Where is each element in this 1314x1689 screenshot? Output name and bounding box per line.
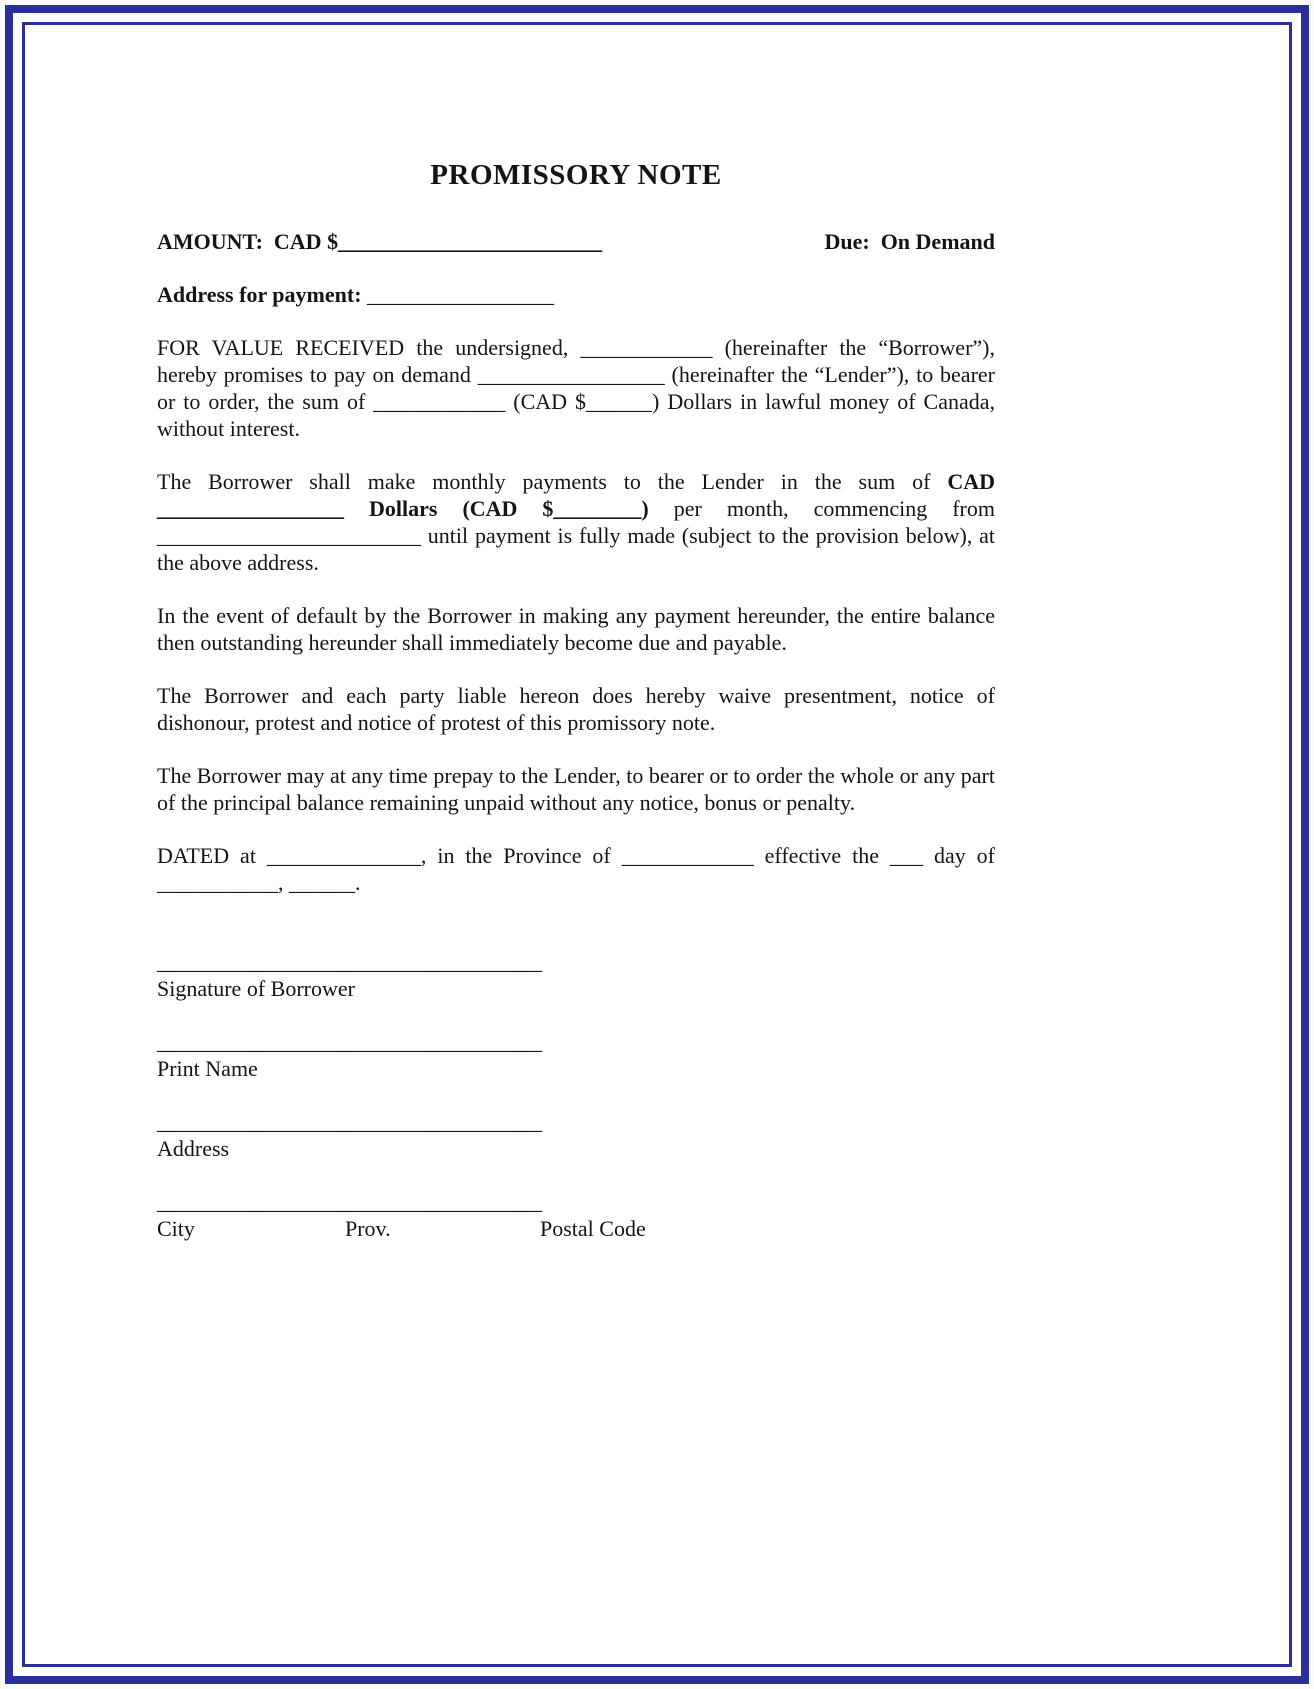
page-title: PROMISSORY NOTE [430,159,722,191]
document-page [5,5,1309,1684]
amount-row [157,228,995,255]
due-label: Due: On Demand [824,229,995,254]
signature-block-address [157,1108,995,1162]
paragraph-for-value-received: FOR VALUE RECEIVED the undersigned, ____________ (hereinafter the “Borrower”), hereby promises to pay on demand _________________ (hereinafter the “Lender”), to bearer or to order, the sum of ____________ (CAD $______) Dollars in lawful money of Canada, without interest. [157,335,995,441]
document-inner-border [22,22,1292,1667]
paragraph-waiver-clause: The Borrower and each party liable hereon does hereby waive presentment, notice of dishonour, protest and notice of protest of this promissory note. [157,683,995,735]
signature-block-print-name [157,1028,995,1082]
amount-blank-field: ________________________ [338,229,603,254]
document-content [157,158,995,1242]
paragraph-monthly-payments [157,468,995,576]
monthly-payments-amount-bold: CAD _________________ Dollars (CAD $________) [157,469,995,521]
city-label: City [157,1216,195,1241]
amount-field-group [157,228,602,255]
amount-label: AMOUNT: CAD $ [157,229,339,254]
city-prov-postal-line: ___________________________________ [157,1189,542,1214]
address-row [157,281,995,308]
signature-line: ___________________________________ [157,949,542,974]
paragraph-dated: DATED at ______________, in the Province of ____________ effective the ___ day of ___________, ______. [157,843,995,895]
paragraph-prepayment-clause: The Borrower may at any time prepay to the Lender, to bearer or to order the whole or any part of the principal balance remaining unpaid without any notice, bonus or penalty. [157,763,995,815]
print-name-line: ___________________________________ [157,1029,542,1054]
address-line: ___________________________________ [157,1109,542,1134]
signature-section [157,948,995,1242]
postal-code-label: Postal Code [540,1216,646,1241]
print-name-label: Print Name [157,1056,258,1081]
signature-block-borrower [157,948,995,1002]
address-for-payment-label: Address for payment: [157,282,362,307]
city-prov-postal-labels [157,1215,995,1242]
address-label: Address [157,1136,230,1161]
prov-label: Prov. [345,1216,391,1241]
monthly-payments-text-1: The Borrower shall make monthly payments to the Lender in the sum of [157,469,948,494]
monthly-payments-text-2: per month, commencing from ________________________ until payment is fully made (subject to the provision below), at the above address. [157,496,995,575]
address-blank-field: _________________ [367,282,555,307]
signature-block-city-prov-postal [157,1188,995,1242]
signature-of-borrower-label: Signature of Borrower [157,976,355,1001]
paragraph-default-clause: In the event of default by the Borrower in making any payment hereunder, the entire balance then outstanding hereunder shall immediately become due and payable. [157,603,995,655]
